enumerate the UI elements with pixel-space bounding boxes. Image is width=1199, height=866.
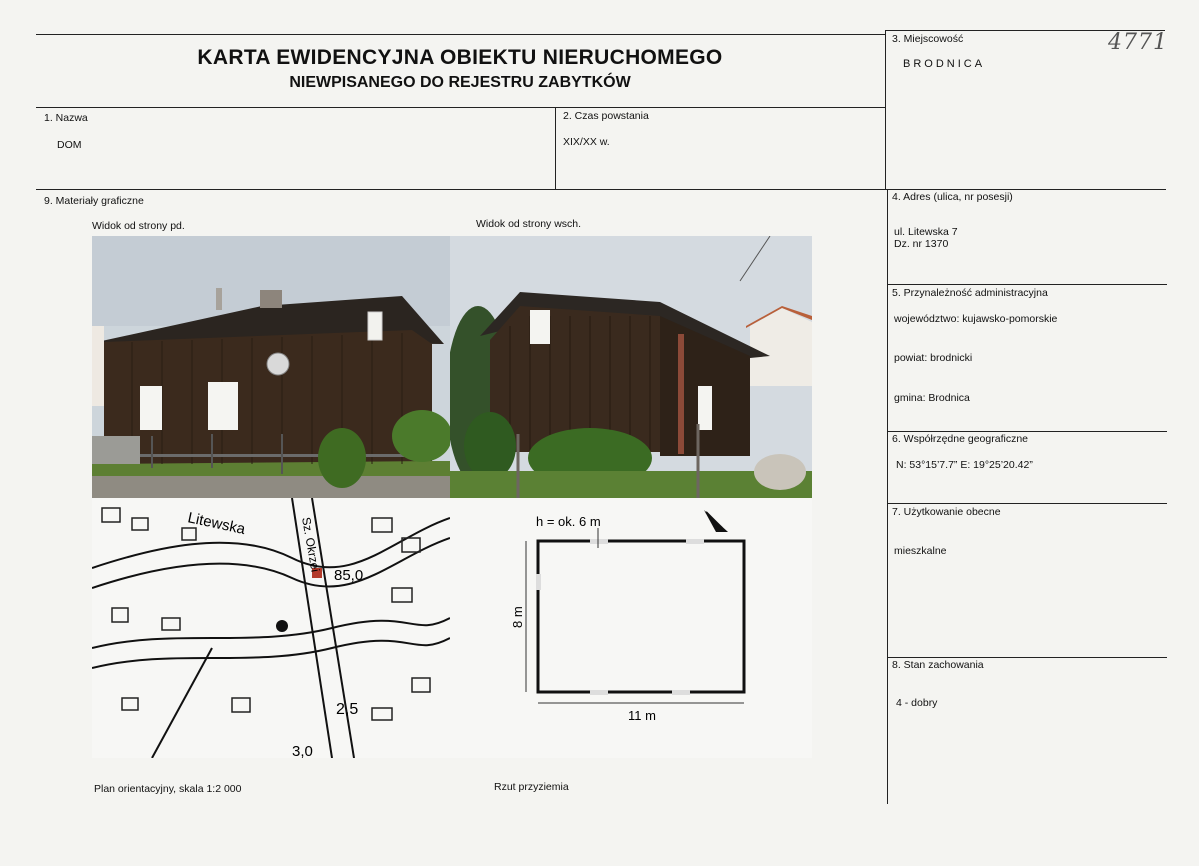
rzut-caption: Rzut przyziemia <box>494 781 569 793</box>
materialy-label: 9. Materiały graficzne <box>44 195 144 207</box>
divider-6 <box>887 431 1167 432</box>
adres-line2: Dz. nr 1370 <box>894 238 949 250</box>
floor-plan <box>450 498 812 758</box>
map-label-street2: Sz. Okrzei <box>299 516 323 574</box>
plan-height: h = ok. 6 m <box>536 514 601 529</box>
photo2-caption: Widok od strony wsch. <box>476 218 582 230</box>
czas-label: 2. Czas powstania <box>563 110 649 122</box>
card-title: KARTA EWIDENCYJNA OBIEKTU NIERUCHOMEGO <box>197 46 723 69</box>
divider-title <box>36 107 885 108</box>
photo1-caption: Widok od strony pd. <box>92 220 185 232</box>
plan-width: 11 m <box>628 708 656 723</box>
orientation-map <box>92 498 450 758</box>
przynaleznosc-label: 5. Przynależność administracyjna <box>892 287 1048 299</box>
adres-line1: ul. Litewska 7 <box>894 226 958 238</box>
uzytkowanie-value: mieszkalne <box>894 545 947 557</box>
miejscowosc-label: 3. Miejscowość <box>892 33 964 45</box>
frame-top-line <box>36 34 885 35</box>
nazwa-value: DOM <box>57 139 82 151</box>
stan-label: 8. Stan zachowania <box>892 659 984 671</box>
floor-plan-drawing <box>450 498 812 758</box>
czas-value: XIX/XX w. <box>563 136 610 148</box>
map-elev-1: 85,0 <box>334 567 364 584</box>
uzytkowanie-label: 7. Użytkowanie obecne <box>892 506 1001 518</box>
wspolrzedne-label: 6. Współrzędne geograficzne <box>892 433 1028 445</box>
divider-row1 <box>36 189 1166 190</box>
map-label-street: Litewska <box>186 509 247 539</box>
photo-south-view <box>92 236 450 498</box>
stan-value: 4 - dobry <box>896 697 938 709</box>
plan-depth: 8 m <box>510 606 525 628</box>
powiat-value: powiat: brodnicki <box>894 352 973 364</box>
house-south-photo <box>92 236 450 498</box>
map-elev-2: 2,5 <box>336 701 359 718</box>
map-elev-3: 3,0 <box>292 743 313 758</box>
wspolrzedne-value: N: 53°15’7.7” E: 19°25’20.42” <box>896 459 1033 471</box>
nazwa-label: 1. Nazwa <box>44 112 88 124</box>
divider-col-right <box>887 189 888 804</box>
divider-col-mid <box>555 107 556 190</box>
adres-label: 4. Adres (ulica, nr posesji) <box>892 191 1013 203</box>
divider-col-right-top <box>885 30 886 190</box>
photo-east-view <box>450 236 812 498</box>
map-drawing <box>92 498 450 758</box>
plan-caption: Plan orientacyjny, skala 1:2 000 <box>94 783 242 795</box>
divider-5 <box>887 284 1167 285</box>
divider-7 <box>887 503 1167 504</box>
divider-8 <box>887 657 1167 658</box>
handwritten-number: 4771 <box>1108 30 1168 55</box>
house-east-photo <box>450 236 812 498</box>
card-subtitle: NIEWPISANEGO DO REJESTRU ZABYTKÓW <box>289 74 631 91</box>
wojewodztwo-value: województwo: kujawsko-pomorskie <box>894 313 1058 325</box>
gmina-value: gmina: Brodnica <box>894 392 970 404</box>
miejscowosc-value: BRODNICA <box>903 58 986 70</box>
